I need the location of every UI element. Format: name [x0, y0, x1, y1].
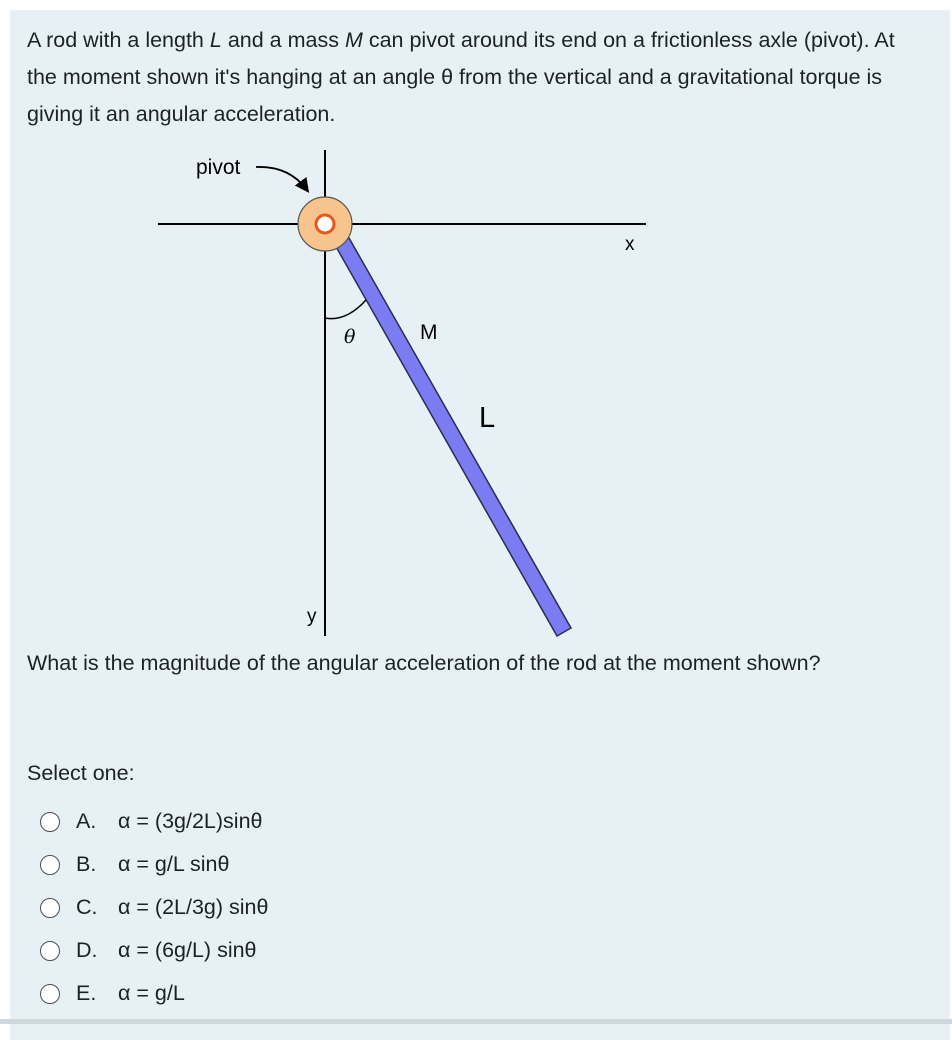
radio-icon[interactable] [40, 898, 60, 918]
pivot-axle-icon [316, 215, 334, 233]
radio-icon[interactable] [40, 984, 60, 1004]
answer-text: α = (2L/3g) sinθ [118, 895, 269, 919]
answer-letter: D. [76, 938, 98, 962]
radio-icon[interactable] [40, 941, 60, 961]
answer-option-d[interactable] [40, 929, 268, 972]
theta-arc [325, 300, 366, 319]
pivot-label: pivot [196, 156, 241, 179]
select-one-label: Select one: [27, 761, 135, 785]
radio-icon[interactable] [40, 812, 60, 832]
answer-text: α = g/L [118, 981, 185, 1005]
answer-letter: E. [76, 981, 97, 1005]
rod [335, 238, 571, 636]
answer-letter: A. [76, 809, 97, 833]
answer-text: α = g/L sinθ [118, 852, 230, 876]
answer-option-b[interactable] [40, 843, 268, 886]
answer-text: α = (6g/L) sinθ [118, 938, 257, 962]
answer-option-e[interactable] [40, 972, 268, 1015]
intro-text-3: can pivot around its end on a frictionless axle (pivot). At the moment shown it's hanging at an angle θ from the vertical and a gravitational torque is giving it an angular acceleration. [27, 28, 895, 126]
intro-text-2: and a mass [221, 28, 345, 52]
answer-list [40, 800, 268, 1015]
intro-var-M: M [344, 28, 363, 52]
length-label: L [479, 402, 496, 434]
intro-text-1: A rod with a length [27, 28, 210, 52]
mass-label: M [420, 321, 438, 344]
answer-letter: C. [76, 895, 98, 919]
x-axis-label: x [625, 234, 635, 255]
y-axis-label: y [307, 606, 317, 627]
answer-text: α = (3g/2L)sinθ [118, 809, 263, 833]
answer-option-a[interactable] [40, 800, 268, 843]
answer-option-c[interactable] [40, 886, 268, 929]
question-prompt: What is the magnitude of the angular acceleration of the rod at the moment shown? [27, 651, 821, 675]
answer-letter: B. [76, 852, 97, 876]
theta-label: θ [344, 326, 356, 348]
pivot-arrow [256, 167, 307, 190]
radio-icon[interactable] [40, 855, 60, 875]
bottom-divider [0, 1019, 952, 1024]
intro-var-L: L [209, 28, 222, 52]
